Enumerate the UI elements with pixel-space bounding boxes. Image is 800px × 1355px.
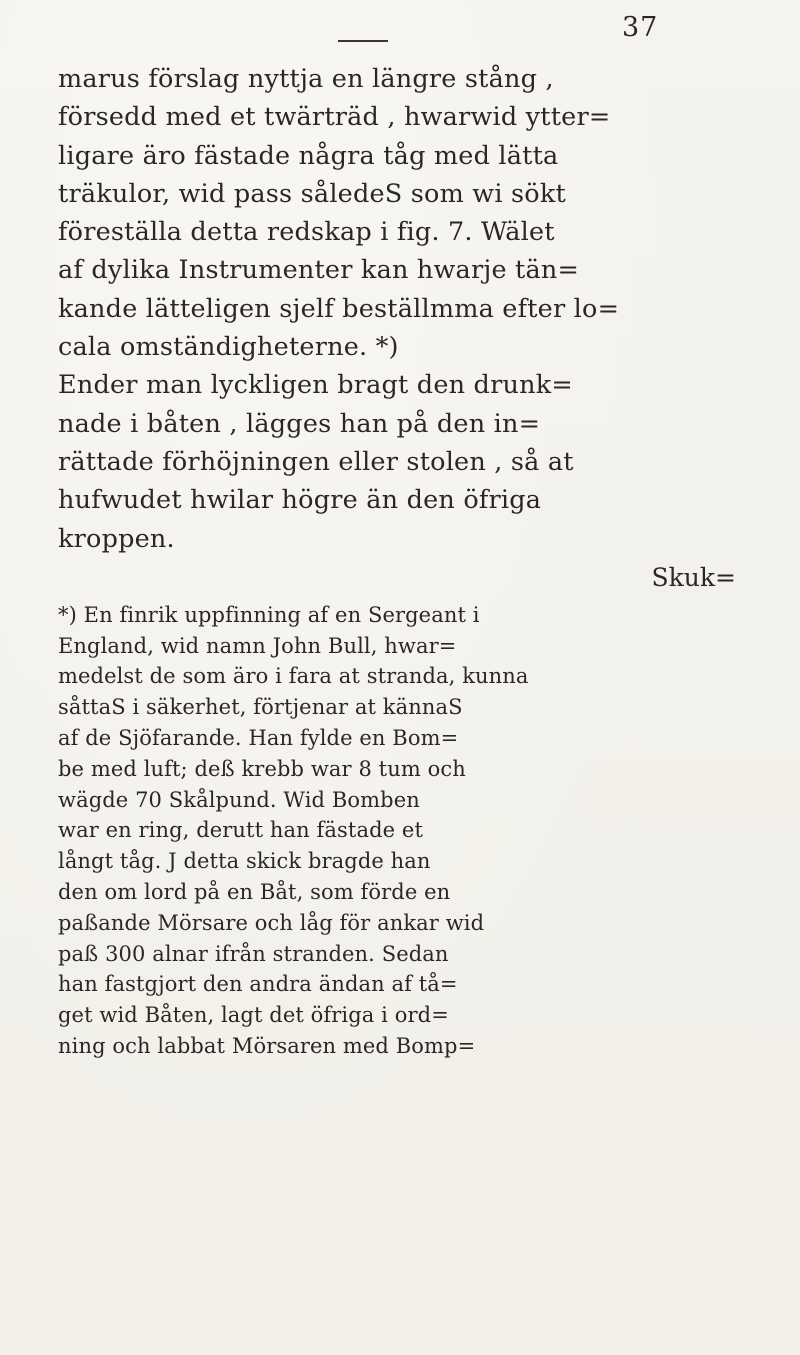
text-line: kande lätteligen sjelf beställmma efter lo= (58, 293, 620, 324)
footnote-line: den om lord på en Båt, som förde en (58, 880, 451, 905)
footnote-line: England, wid namn John Bull, hwar= (58, 633, 457, 658)
text-line: kroppen. (58, 523, 175, 554)
footnote-line: wägde 70 Skålpund. Wid Bomben (58, 787, 420, 812)
text-line: Ender man lyckligen bragt den drunk= (58, 370, 573, 401)
footnote-line: ning och labbat Mörsaren med Bomp= (58, 1034, 476, 1059)
footnote-line: *) En finrik uppfinning af en Sergeant i (58, 602, 480, 627)
footnote-line: be med luft; deß krebb war 8 tum och (58, 756, 466, 781)
footnote (58, 600, 748, 1062)
footnote-line: han fastgjort den andra ändan af tå= (58, 972, 458, 997)
footnote-line: paß 300 alnar ifrån stranden. Sedan (58, 941, 449, 966)
catchword: Skuk= (651, 562, 736, 592)
footnote-line: långt tåg. J detta skick bragde han (58, 849, 431, 874)
text-line: rättade förhöjningen eller stolen , så at (58, 446, 574, 477)
text-line: cala omständigheterne. *) (58, 332, 399, 363)
page-number: 37 (622, 12, 659, 43)
body-text (58, 60, 748, 1062)
header-rule (338, 40, 388, 42)
text-line: träkulor, wid pass såledeS som wi sökt (58, 178, 566, 209)
main-paragraphs (58, 60, 748, 558)
text-line: af dylika Instrumenter kan hwarje tän= (58, 255, 580, 286)
footnote-line: war en ring, derutt han fästade et (58, 818, 423, 843)
text-line: marus förslag nyttja en längre stång , (58, 64, 554, 94)
text-line: försedd med et twärträd , hwarwid ytter= (58, 102, 611, 133)
text-line: ligare äro fästade några tåg med lätta (58, 140, 559, 171)
text-line: föreställa detta redskap i fig. 7. Wälet (58, 217, 555, 248)
text-line: nade i båten , lägges han på den in= (58, 408, 541, 439)
footnote-line: såttaS i säkerhet, förtjenar at kännaS (58, 695, 463, 720)
text-line: hufwudet hwilar högre än den öfriga (58, 485, 542, 516)
footnote-line: medelst de som äro i fara at stranda, kunna (58, 664, 529, 689)
footnote-line: paßande Mörsare och låg för ankar wid (58, 910, 485, 935)
footnote-line: get wid Båten, lagt det öfriga i ord= (58, 1003, 449, 1028)
footnote-line: af de Sjöfarande. Han fylde en Bom= (58, 726, 459, 751)
